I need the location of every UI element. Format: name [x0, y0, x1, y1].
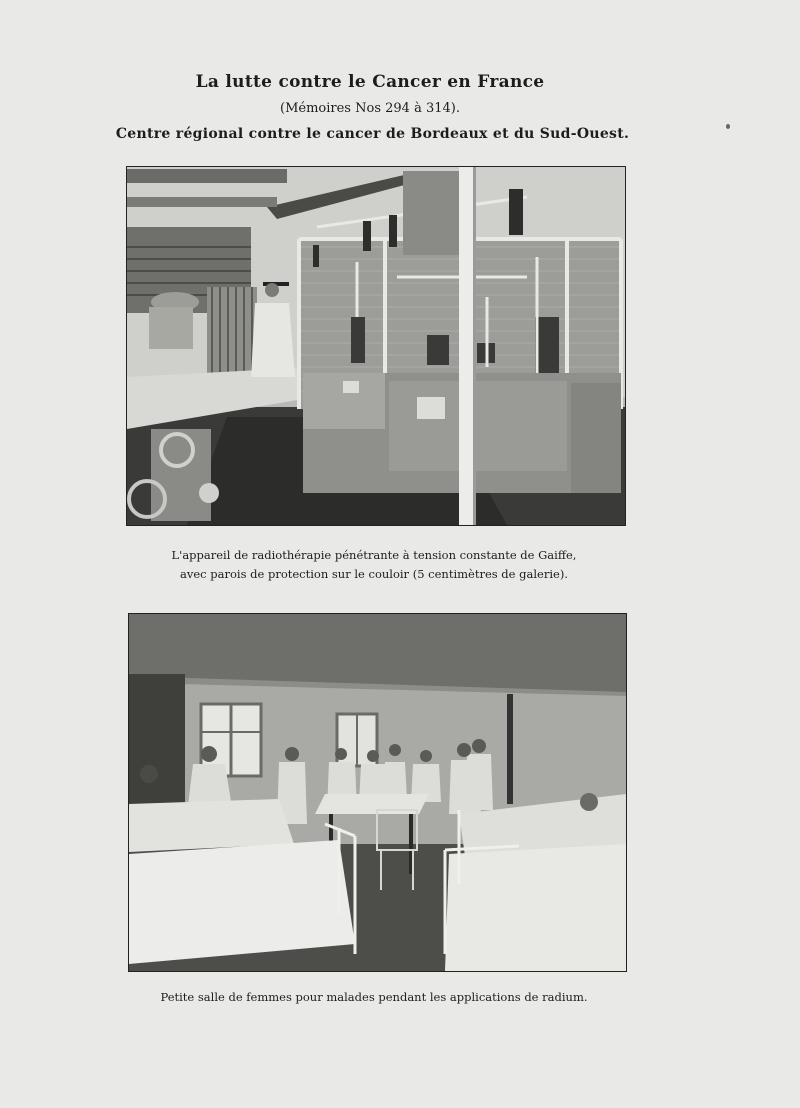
- section-heading: Centre régional contre le cancer de Bordeaux et du Sud-Ouest.: [115, 126, 630, 142]
- figure-caption-1: [0, 546, 748, 584]
- figure-caption-2: [0, 988, 748, 1007]
- caption-line: avec parois de protection sur le couloir (5 centimètres de galerie).: [180, 567, 568, 581]
- page-title: La lutte contre le Cancer en France: [195, 72, 545, 92]
- caption-line: L'appareil de radiothérapie pénétrante à tension constante de Gaiffe,: [171, 548, 577, 562]
- page-subtitle: (Mémoires Nos 294 à 314).: [280, 101, 460, 116]
- caption-line: Petite salle de femmes pour malades pendant les applications de radium.: [160, 990, 588, 1004]
- radiotherapy-apparatus-photo: [126, 166, 626, 526]
- paper-speck: [726, 124, 730, 129]
- womens-ward-photo: [128, 613, 627, 972]
